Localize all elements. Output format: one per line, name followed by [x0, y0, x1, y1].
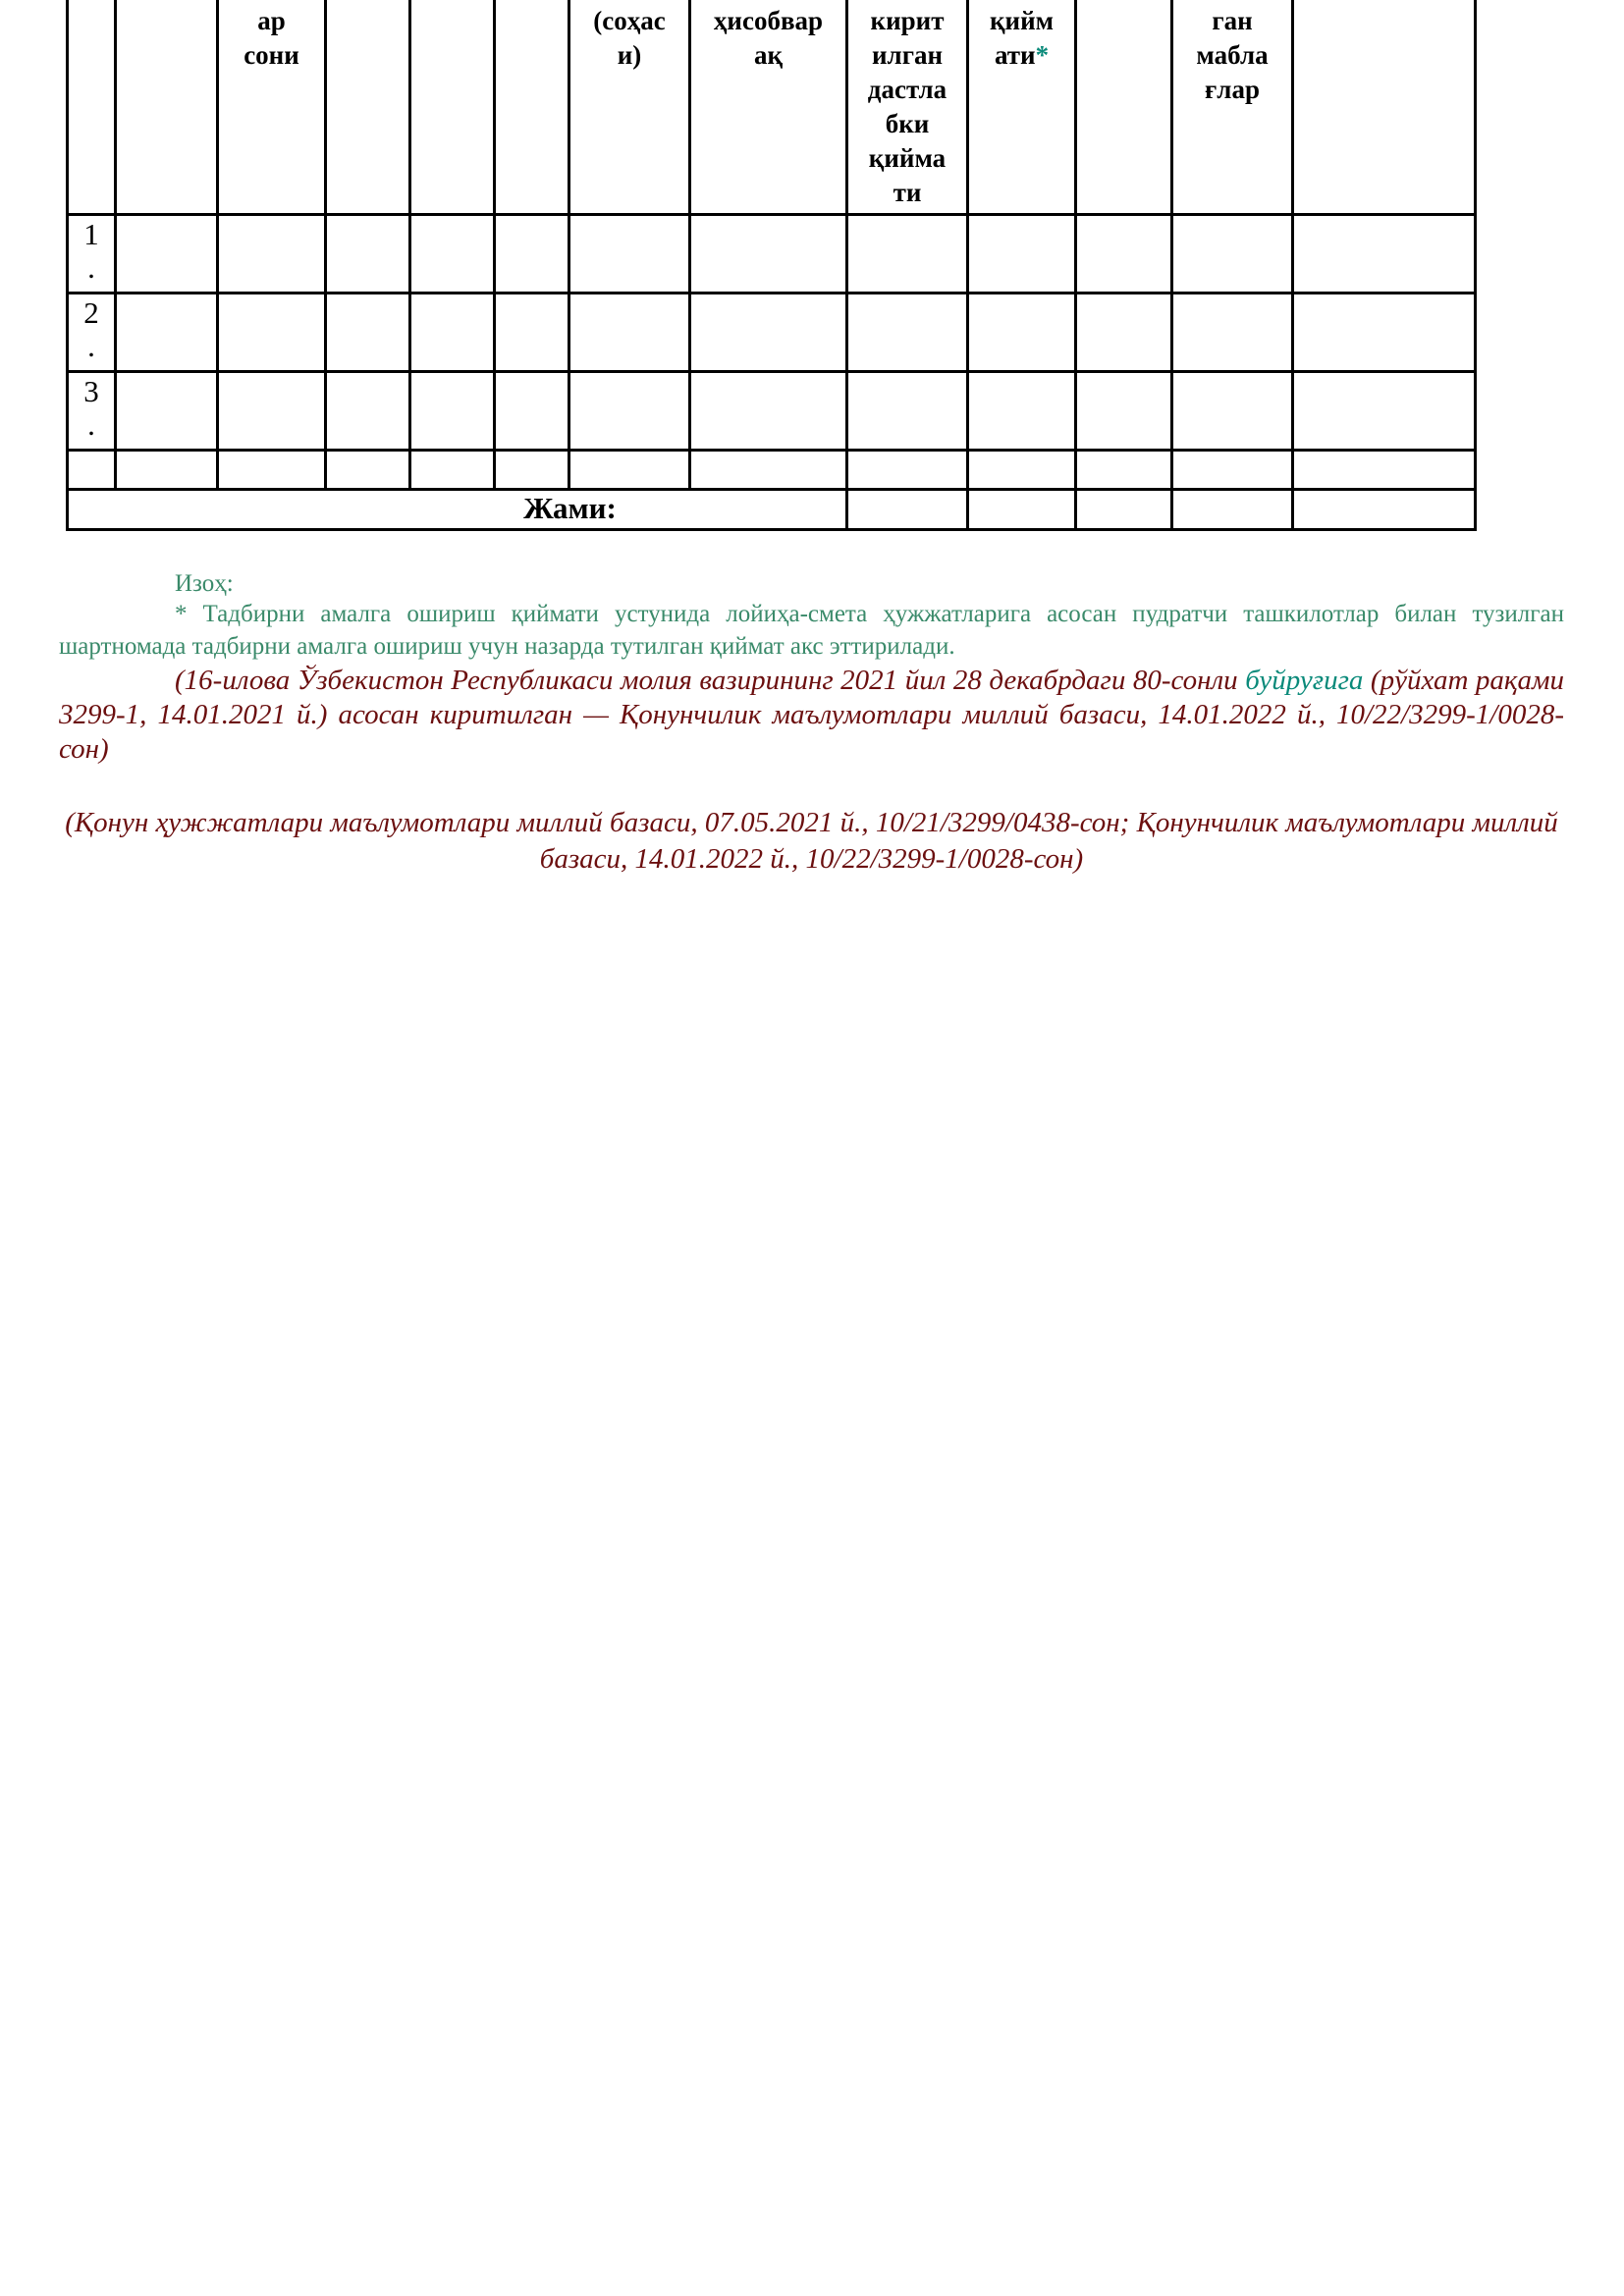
table-cell: [495, 215, 569, 294]
header-cell: [116, 0, 218, 215]
table-cell: [116, 294, 218, 372]
table-cell: [690, 215, 847, 294]
total-cell: [1076, 490, 1172, 530]
total-cell: [1293, 490, 1476, 530]
table-cell: [968, 294, 1076, 372]
table-cell: [847, 294, 968, 372]
footnote-star: * Тадбирни амалга ошириш қиймати устунида лойиҳа-смета ҳужжатларига асосан пудратчи ташкилотлар билан тузилган шартномада тадбирни амалга ошириш учун назарда тутилган қиймат акс эттирилади.: [59, 601, 1564, 660]
table-cell: [410, 294, 495, 372]
table-cell: [1293, 294, 1476, 372]
table-cell: [569, 294, 690, 372]
table-cell: [1076, 294, 1172, 372]
table-row: [68, 372, 1476, 451]
table-cell: [1172, 215, 1293, 294]
header-cell: [495, 0, 569, 215]
table-cell: [218, 451, 326, 490]
table-cell: [847, 372, 968, 451]
table-cell: [218, 294, 326, 372]
table-cell: [1172, 294, 1293, 372]
amendment-note: (16-илова Ўзбекистон Республикаси молия вазирининг 2021 йил 28 декабрдаги 80-сонли буйруғига (рўйхат рақами 3299-1, 14.01.2021 й.) асосан киритилган — Қонунчилик маълумотлари миллий базаси, 14.01.2022 й., 10/22/3299-1/0028-сон): [59, 665, 1564, 765]
table-cell: [968, 451, 1076, 490]
table-header-row: [68, 0, 1476, 215]
source-note: (Қонун ҳужжатлари маълумотлари миллий базаси, 07.05.2021 й., 10/21/3299/0438-сон; Қонунчилик маълумотлари миллий базаси, 14.01.2022 й., 10/22/3299-1/0028-сон): [65, 807, 1558, 875]
table-cell: [495, 451, 569, 490]
table-total-row: [68, 490, 1476, 530]
table-cell: [690, 294, 847, 372]
table-cell: [1293, 372, 1476, 451]
table-cell: [116, 451, 218, 490]
table-cell: [68, 451, 116, 490]
header-cell: [326, 0, 410, 215]
header-cell-funds: ган мабла ғлар: [1172, 0, 1293, 215]
note-title: Изоҳ:: [175, 570, 234, 597]
table-cell: [690, 372, 847, 451]
order-link[interactable]: буйруғига: [1245, 665, 1364, 696]
header-cell-sector: (соҳас и): [569, 0, 690, 215]
table-cell: [847, 215, 968, 294]
header-cell: [1293, 0, 1476, 215]
table-cell: [218, 372, 326, 451]
header-cell-count: ар сони: [218, 0, 326, 215]
table-cell: [495, 372, 569, 451]
footnote-asterisk: *: [1035, 40, 1050, 70]
table-cell: [1172, 372, 1293, 451]
table-cell: [569, 372, 690, 451]
table-row: [68, 215, 1476, 294]
table-cell: [1293, 215, 1476, 294]
table-cell: [116, 215, 218, 294]
table-cell: [1293, 451, 1476, 490]
table-cell: [116, 372, 218, 451]
table-row: [68, 294, 1476, 372]
total-cell: [968, 490, 1076, 530]
table-cell: [569, 215, 690, 294]
total-label: Жами:: [68, 490, 847, 530]
table-cell: [968, 372, 1076, 451]
table-cell: [326, 215, 410, 294]
header-cell-value: қийм ати*: [968, 0, 1076, 215]
table-cell: [690, 451, 847, 490]
table-cell: [495, 294, 569, 372]
table-cell: [1076, 372, 1172, 451]
table-cell: [1172, 451, 1293, 490]
header-cell: [410, 0, 495, 215]
header-cell: [68, 0, 116, 215]
header-cell-initial-value: кирит илган дастла бки қийма ти: [847, 0, 968, 215]
table-cell: [1076, 451, 1172, 490]
table-cell: [218, 215, 326, 294]
table-cell: [410, 451, 495, 490]
table-cell: [410, 215, 495, 294]
table-cell: [326, 451, 410, 490]
table-cell: [410, 372, 495, 451]
table-cell: [326, 372, 410, 451]
table-cell: [847, 451, 968, 490]
total-cell: [1172, 490, 1293, 530]
table-row-empty: [68, 451, 1476, 490]
total-cell: [847, 490, 968, 530]
table-cell: [968, 215, 1076, 294]
table-cell: [569, 451, 690, 490]
table-cell: [1076, 215, 1172, 294]
header-cell-accounting: ҳисобвар ақ: [690, 0, 847, 215]
row-number: 1 .: [68, 215, 116, 294]
row-number: 3 .: [68, 372, 116, 451]
report-table: [66, 0, 1477, 531]
header-cell: [1076, 0, 1172, 215]
table-cell: [326, 294, 410, 372]
row-number: 2 .: [68, 294, 116, 372]
